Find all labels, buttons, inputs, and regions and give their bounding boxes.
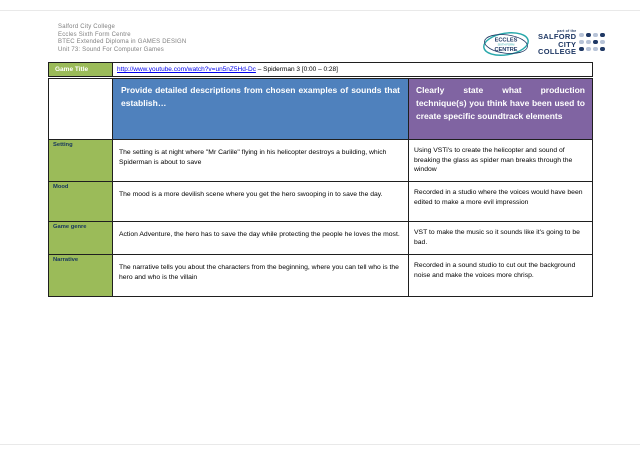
salford-logo-dot xyxy=(579,40,584,45)
game-title-suffix: – Spiderman 3 [0:00 – 0:28] xyxy=(255,66,338,73)
salford-logo-dot xyxy=(600,40,605,45)
salford-logo-dot xyxy=(600,47,605,52)
descriptions-column-header: Provide detailed descriptions from chosen examples of sounds that establish… xyxy=(113,79,409,140)
game-genre-production-cell: VST to make the music so it sounds like it's going to be bad. xyxy=(409,222,593,255)
document-header xyxy=(58,24,186,54)
narrative-production-cell: Recorded in a sound studio to cut out the background noise and make the voices more chrisp. xyxy=(409,255,593,297)
salford-logo-dot xyxy=(593,40,598,45)
youtube-link[interactable]: http://www.youtube.com/watch?v=un5nZ5Hd-Dc xyxy=(117,66,256,73)
salford-logo-dot xyxy=(586,40,591,45)
unit-name: Unit 73: Sound For Computer Games xyxy=(58,46,164,53)
salford-logo-dot xyxy=(586,47,591,52)
page-bottom-edge xyxy=(0,444,640,445)
salford-logo-text xyxy=(538,29,576,56)
setting-description-cell: The setting is at night where "Mr Carlile" flying in his helicopter destroys a building, which Spiderman is about to save xyxy=(113,140,409,182)
row-label-game-genre: Game genre xyxy=(49,222,113,255)
row-label-setting: Setting xyxy=(49,140,113,182)
salford-logo-dot xyxy=(579,33,584,38)
salford-logo-dot-grid xyxy=(579,33,605,52)
row-label-mood: Mood xyxy=(49,182,113,222)
mood-description-cell: The mood is a more devilish scene where you get the hero swooping in to save the day. xyxy=(113,182,409,222)
eccles-logo-text-2: SIXTH FORM xyxy=(497,43,515,47)
logo-group xyxy=(482,26,605,62)
game-title-value xyxy=(113,63,593,77)
eccles-logo-text-3: CENTRE xyxy=(494,47,518,54)
salford-logo-dot xyxy=(593,47,598,52)
production-column-header: Clearly state what production technique(s) you think have been used to create specific soundtrack elements xyxy=(409,79,593,140)
narrative-description-cell: The narrative tells you about the characters from the beginning, where you can tell who is the hero and who is the villain xyxy=(113,255,409,297)
course-name: BTEC Extended Diploma in GAMES DESIGN xyxy=(58,39,187,46)
salford-logo-dot xyxy=(586,33,591,38)
page-top-edge xyxy=(0,10,640,11)
setting-production-cell: Using VSTi's to create the helicopter and sound of breaking the glass as spider man breaks through the window xyxy=(409,140,593,182)
header-empty-cell xyxy=(49,79,113,140)
eccles-centre-logo xyxy=(482,26,530,62)
mood-production-cell: Recorded in a studio where the voices would have been edited to make a more evil impression xyxy=(409,182,593,222)
school-name: Salford City College xyxy=(58,24,116,30)
centre-name: Eccles Sixth Form Centre xyxy=(58,31,131,38)
salford-logo-dot xyxy=(593,33,598,38)
salford-city-college-logo xyxy=(538,29,605,56)
salford-logo-dot xyxy=(579,47,584,52)
salford-logo-line-1: SALFORD xyxy=(538,32,577,41)
eccles-logo-text-1: ECCLES xyxy=(494,37,518,44)
salford-logo-dot xyxy=(600,33,605,38)
game-title-label: Game Title xyxy=(49,63,113,77)
sound-analysis-table xyxy=(48,78,593,297)
row-label-narrative: Narrative xyxy=(49,255,113,297)
game-title-row xyxy=(48,62,593,77)
salford-logo-line-3: COLLEGE xyxy=(538,47,577,56)
salford-logo-line-2: CITY xyxy=(558,39,577,49)
salford-logo-tagline: part of the xyxy=(557,29,577,33)
game-genre-description-cell: Action Adventure, the hero has to save the day while protecting the people he loves the most. xyxy=(113,222,409,255)
